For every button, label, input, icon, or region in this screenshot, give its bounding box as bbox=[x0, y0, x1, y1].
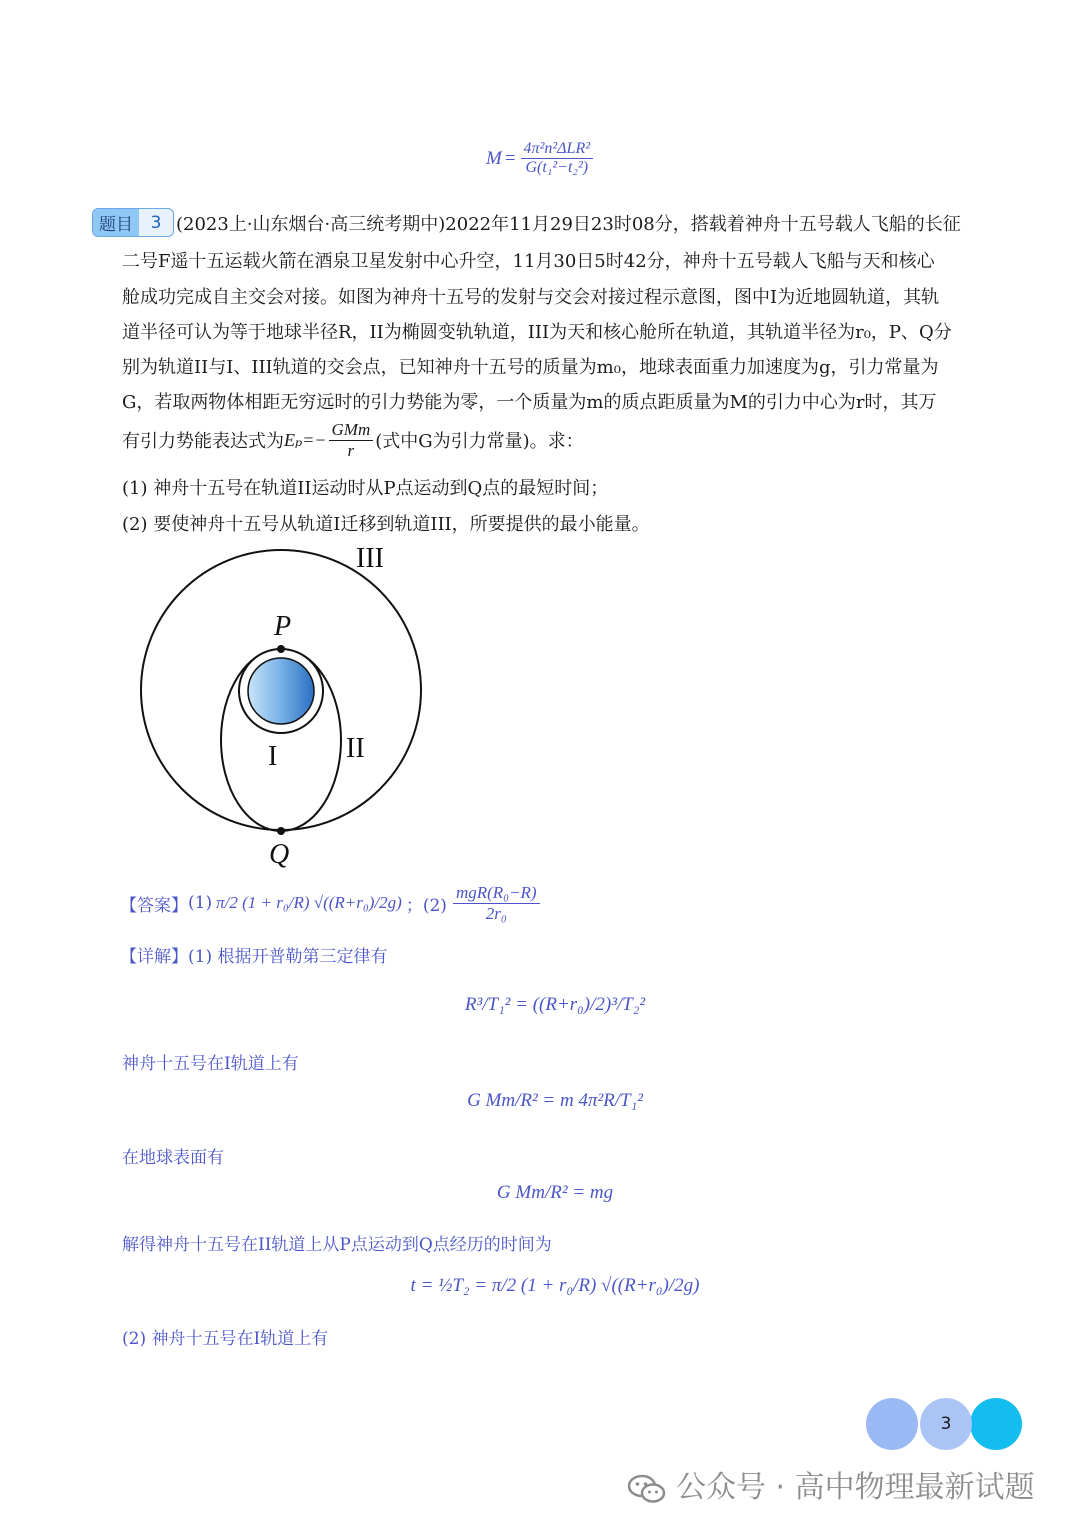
energy-num: GMm bbox=[329, 420, 374, 441]
top-formula-lhs: M bbox=[486, 147, 502, 169]
detail-eq4: t = ½T₂ = π/2 (1 + r₀/R) √((R+r₀)/2g) bbox=[410, 1275, 700, 1296]
answer-sep: ；(2) bbox=[405, 895, 447, 916]
energy-fraction bbox=[329, 420, 374, 460]
problem-line-5: 别为轨道II与I、III轨道的交会点，已知神舟十五号的质量为m₀，地球表面重力加速度为g，引力常量为 bbox=[122, 357, 939, 378]
energy-lhs: Eₚ=− bbox=[284, 429, 327, 450]
question-1: (1) 神舟十五号在轨道II运动时从P点运动到Q点的最短时间； bbox=[122, 478, 609, 499]
label-orbit-iii: III bbox=[356, 545, 384, 574]
problem-line-3: 舱成功完成自主交会对接。如图为神舟十五号的发射与交会对接过程示意图，图中I为近地圆轨道，其轨 bbox=[122, 287, 940, 308]
top-formula-fraction bbox=[521, 140, 593, 178]
problem-badge bbox=[92, 208, 174, 237]
point-q-dot bbox=[277, 827, 285, 835]
detail-text4: 解得神舟十五号在II轨道上从P点运动到Q点经历的时间为 bbox=[122, 1235, 552, 1255]
orbit-diagram bbox=[130, 545, 440, 885]
detail-intro-line bbox=[120, 942, 387, 967]
label-point-p: P bbox=[274, 611, 292, 642]
detail-eq2: G Mm/R² = m 4π²R/T₁² bbox=[467, 1090, 643, 1111]
label-orbit-i: I bbox=[268, 741, 278, 772]
detail-eq1: R³/T₁² = ((R+r₀)/2)³/T₂² bbox=[464, 994, 646, 1015]
energy-suffix: (式中G为引力常量)。求： bbox=[375, 431, 584, 453]
detail-eq3: G Mm/R² = mg bbox=[496, 1182, 614, 1203]
problem-badge-number: 3 bbox=[150, 212, 162, 233]
problem-line-6: G，若取两物体相距无穷远时的引力势能为零，一个质量为m的质点距质量为M的引力中心为r时，其万 bbox=[122, 392, 937, 413]
energy-prefix: 有引力势能表达式为 bbox=[122, 431, 284, 453]
top-formula-eq: = bbox=[504, 147, 516, 169]
watermark bbox=[628, 1462, 1035, 1506]
problem-badge-label: 题目 bbox=[93, 209, 139, 236]
problem-line-4: 道半径可认为等于地球半径R，II为椭圆变轨轨道，III为天和核心舱所在轨道，其轨道半径为r₀，P、Q分 bbox=[122, 322, 952, 343]
page-circle-mid bbox=[920, 1398, 972, 1450]
label-point-q: Q bbox=[269, 839, 290, 870]
watermark-text: 公众号 · 高中物理最新试题 bbox=[676, 1470, 1035, 1505]
page-circle-right bbox=[970, 1398, 1022, 1450]
detail-text3: 在地球表面有 bbox=[122, 1148, 224, 1168]
answer-part2-num: mgR(R₀−R) bbox=[453, 883, 540, 904]
earth bbox=[248, 658, 314, 724]
question-2: (2) 要使神舟十五号从轨道I迁移到轨道III，所要提供的最小能量。 bbox=[122, 514, 650, 535]
point-p-dot bbox=[277, 645, 285, 653]
detail-text2: 神舟十五号在I轨道上有 bbox=[122, 1054, 299, 1074]
top-formula-den: G(t₁²−t₂²) bbox=[525, 159, 589, 177]
energy-den: r bbox=[347, 440, 355, 460]
label-orbit-ii: II bbox=[346, 733, 365, 764]
page-number: 3 bbox=[940, 1414, 952, 1434]
top-formula bbox=[486, 140, 595, 178]
problem-line-1: (2023上·山东烟台·高三统考期中)2022年11月29日23时08分，搭载着神舟十五号载人飞船的长征 bbox=[176, 214, 961, 235]
wechat-icon bbox=[628, 1474, 666, 1504]
answer-line bbox=[120, 883, 542, 923]
detail-intro: (1) 根据开普勒第三定律有 bbox=[188, 947, 388, 967]
answer-part1: π/2 (1 + r₀/R) √((R+r₀)/2g) bbox=[216, 893, 402, 913]
problem-line-2: 二号F遥十五运载火箭在酒泉卫星发射中心升空，11月30日5时42分，神舟十五号载人飞船与天和核心 bbox=[122, 251, 935, 272]
answer-part2-den: 2r₀ bbox=[485, 903, 507, 923]
top-formula-num: 4π²n²ΔLR² bbox=[521, 140, 593, 159]
detail-text5: (2) 神舟十五号在I轨道上有 bbox=[122, 1329, 329, 1349]
page-circle-left bbox=[866, 1398, 918, 1450]
answer-part1-prefix: (1) bbox=[188, 893, 213, 914]
energy-expression-line bbox=[122, 420, 584, 460]
detail-tag: 【详解】 bbox=[120, 947, 188, 967]
answer-part2-fraction bbox=[453, 883, 540, 923]
answer-tag: 【答案】 bbox=[120, 895, 188, 916]
